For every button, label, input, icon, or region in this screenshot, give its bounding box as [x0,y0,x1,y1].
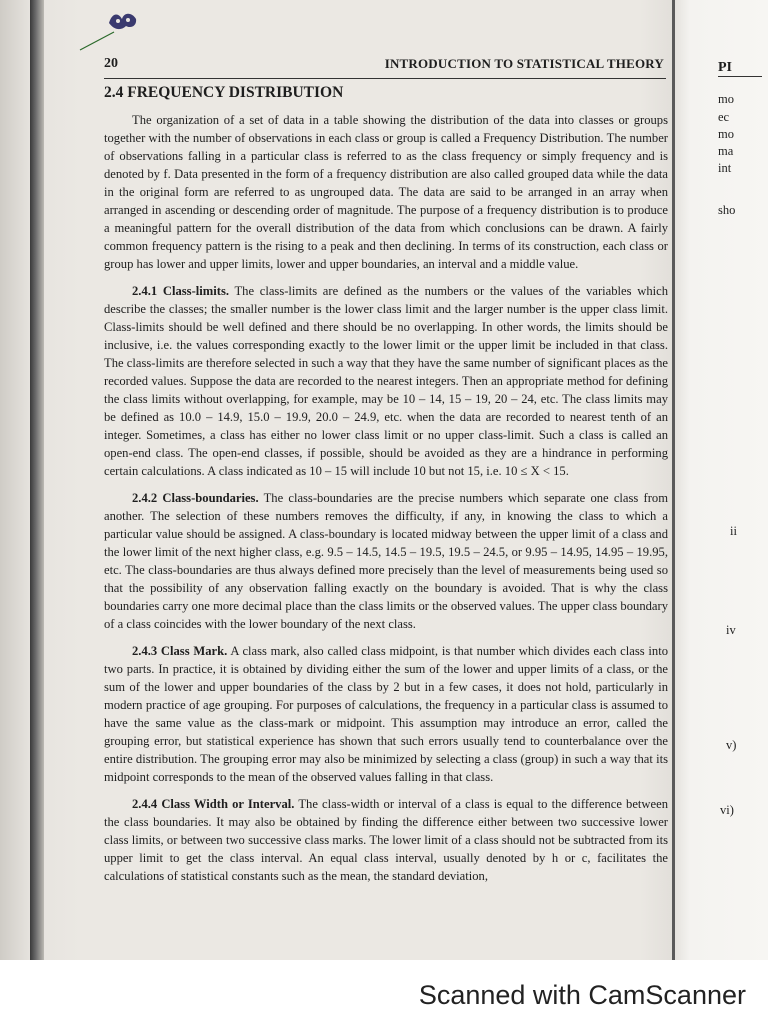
adjacent-page-head: PI [718,60,762,77]
adjacent-text-fragment: ii [730,524,737,538]
adjacent-text-fragment: mo [718,127,734,141]
adjacent-text-fragment: v) [726,738,737,752]
adjacent-page-fragment [690,0,768,960]
adjacent-text-fragment: mo [718,92,734,106]
subsection-class-boundaries [104,489,668,633]
subsection-class-limits [104,282,668,480]
subsection-heading: 2.4.2 Class-boundaries. [132,491,259,505]
adjacent-text-fragment: sho [718,203,736,217]
running-head: INTRODUCTION TO STATISTICAL THEORY [384,56,664,71]
subsection-text: The class-boundaries are the precise numbers which separate one class from another. The selection of these numbers removes the difficulty, if any, in knowing the class to which a particular value should be assigned. A class-boundary is located midway between the upper limit of a class and the lower limit of the next higher class, e.g. 9.5 – 14.5, 14.5 – 19.5, 19.5 – 24.5, or 9.95 – 14.95, 14.95 – 19.95, etc. The class-boundaries are thus always defined more precisely than the level of measurements being used so that the possibility of any observation falling exactly on the boundary is avoided. That is why the class boundaries carry one more decimal place than the class limits or the observed values. The upper class boundary of a class coincides with the lower boundary of the next class. [104,491,668,631]
subsection-text: The class-width or interval of a class is equal to the difference between the class boundaries. It may also be obtained by finding the difference either between two successive lower class limits, or between two successive class marks. The lower limit of a class should not be subtracted from its upper limit to get the class interval. An equal class interval, usually denoted by h or c, facilitates the calculations of statistical constants such as the mean, the standard deviation, [104,797,668,883]
subsection-heading: 2.4.4 Class Width or Interval. [132,797,295,811]
adjacent-text-fragment: iv [726,623,736,637]
scanner-footer [0,960,768,1024]
subsection-text: The class-limits are defined as the numbers or the values of the variables which describe the classes; the smaller number is the lower class limit and the larger number is the upper class limit. Class-limits should be well defined and there should be no overlapping. In other words, the limits should be inclusive, i.e. the values corresponding exactly to the lower limit or the upper limit be included in that class. The class-limits are therefore selected in such a way that they have the same number of significant places as the recorded values. Suppose the data are recorded to the nearest integers. Then an appropriate method for defining the class limits without overlapping, for example, may be 10 – 14, 15 – 19, 20 – 24, etc. The class limits may be defined as 10.0 – 14.9, 15.0 – 19.9, 20.0 – 24.9, etc. when the data are recorded to nearest tenth of an integer. Sometimes, a class has either no lower class limit or no upper class-limit. Such a class is called an open-end class. The open-end classes, if possible, should be avoided as they are a hindrance in performing certain calculations. A class indicated as 10 – 15 will include 10 but not 15, i.e. 10 ≤ X < 15. [104,284,668,478]
section-title: 2.4 FREQUENCY DISTRIBUTION [104,84,344,101]
subsection-class-mark [104,642,668,786]
adjacent-text-fragment: ma [718,144,734,158]
book-binding-shadow [30,0,44,960]
adjacent-text-fragment: ec [718,110,730,124]
adjacent-text-fragment: int [718,161,732,175]
intro-paragraph: The organization of a set of data in a table showing the distribution of the data into classes or groups together with the number of observations in each class or group is called a Frequency Distribution. The number of observations falling in a particular class is referred to as the class frequency or simply frequency and is denoted by f. Data presented in the form of a frequency distribution are also called grouped data while the data in the original form are referred to as ungrouped data. The data are said to be arranged in an array when arranged in ascending or descending order of magnitude. The purpose of a frequency distribution is to produce a meaningful pattern for the overall distribution of the data from which conclusions can be drawn. A fairly common frequency pattern is the rising to a peak and then declining. In terms of its construction, each class or group has lower and upper limits, lower and upper boundaries, an interval and a middle value. [104,113,668,271]
subsection-class-width [104,795,668,885]
camscanner-watermark: Scanned with CamScanner [418,980,746,1010]
pen-stroke-mark [78,28,118,52]
subsection-text: A class mark, also called class midpoint, is that number which divides each class into two parts. In practice, it is obtained by dividing either the sum of the lower and upper limits of a class, or the sum of the lower and upper boundaries of the class by 2 but in a few cases, it does not hold, particularly in modern practice of age grouping. For purposes of calculations, the frequency in a particular class is assumed to have the same value as the class-mark or midpoint. This assumption may introduce an error, called the grouping error, but statistical experience has shown that such errors usually tend to counterbalance over the entire distribution. The grouping error may also be minimized by selecting a class (group) in such a way that its midpoint corresponds to the mean of the observed values falling in that class. [104,644,668,784]
subsection-heading: 2.4.3 Class Mark. [132,644,228,658]
page-number: 20 [104,56,118,71]
page-body [104,84,668,894]
subsection-heading: 2.4.1 Class-limits. [132,284,229,298]
page-header [104,56,666,79]
page-edge-shadow [672,0,675,960]
adjacent-text-fragment: vi) [720,803,734,817]
